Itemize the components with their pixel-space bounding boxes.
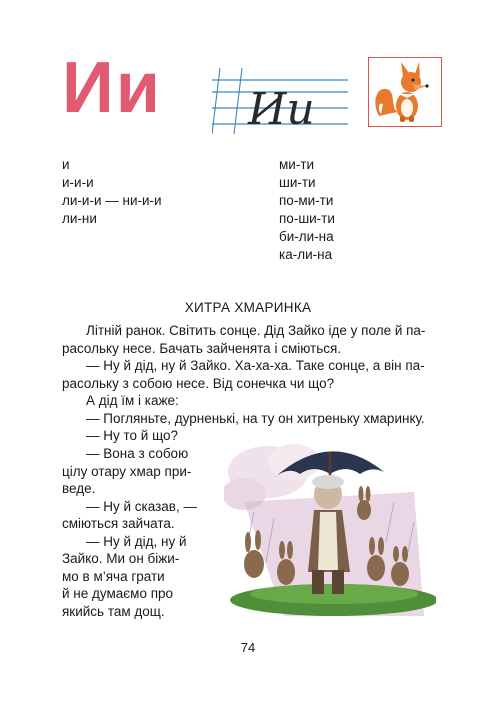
story-line: — Ну й дід, ну й xyxy=(86,534,187,549)
story-line: сміються зайчата. xyxy=(62,516,175,531)
syllable-line: би-ли-на xyxy=(279,229,334,244)
story-line: — Погляньте, дурненькі, на ту он хитреньку хмаринку. xyxy=(86,411,425,426)
script-letter-guide xyxy=(212,68,348,134)
syllable-line: ми-ти xyxy=(279,157,315,172)
syllable-line: ли-ни xyxy=(62,211,97,226)
story-line: цілу отару хмар при- xyxy=(62,464,192,479)
syllable-line: ли-и-и — ни-и-и xyxy=(62,193,162,208)
story-line: якийсь там дощ. xyxy=(62,604,165,619)
big-letter-heading: Ии xyxy=(62,48,163,128)
fox-icon xyxy=(369,58,441,126)
syllable-line: и xyxy=(62,157,70,172)
syllable-line: по-ми-ти xyxy=(279,193,334,208)
story-title: ХИТРА ХМАРИНКА xyxy=(184,300,312,315)
page-number: 74 xyxy=(240,640,256,655)
story-line: расольку несе. Бачать зайченята і сміються. xyxy=(62,341,342,356)
syllable-line: и-и-и xyxy=(62,175,94,190)
story-line: — Ну й дід, ну й Зайко. Ха-ха-ха. Таке сонце, а він па- xyxy=(86,358,425,373)
syllable-line: по-ши-ти xyxy=(279,211,335,226)
syllables-right-column xyxy=(279,156,335,264)
story-line: мо в м’яча грати xyxy=(62,569,165,584)
story-line: расольку з собою несе. Від сонечка чи що? xyxy=(62,376,335,391)
syllable-line: ши-ти xyxy=(279,175,316,190)
story-line: — Ну й сказав, — xyxy=(86,499,197,514)
story-line: веде. xyxy=(62,481,96,496)
story-line: — Ну то й що? xyxy=(86,428,179,443)
syllables-left-column xyxy=(62,156,162,228)
script-letters: Ии xyxy=(248,84,315,134)
syllable-line: ка-ли-на xyxy=(279,247,333,262)
story-line: Літній ранок. Світить сонце. Дід Зайко іде у поле й па- xyxy=(86,323,426,338)
story-line: Зайко. Ми он біжи- xyxy=(62,551,180,566)
story-line: А дід їм і каже: xyxy=(86,393,179,408)
story-illustration xyxy=(224,432,436,616)
story-line: — Вона з собою xyxy=(86,446,189,461)
fox-frame xyxy=(368,57,442,127)
story-line: й не думаємо про xyxy=(62,586,174,601)
